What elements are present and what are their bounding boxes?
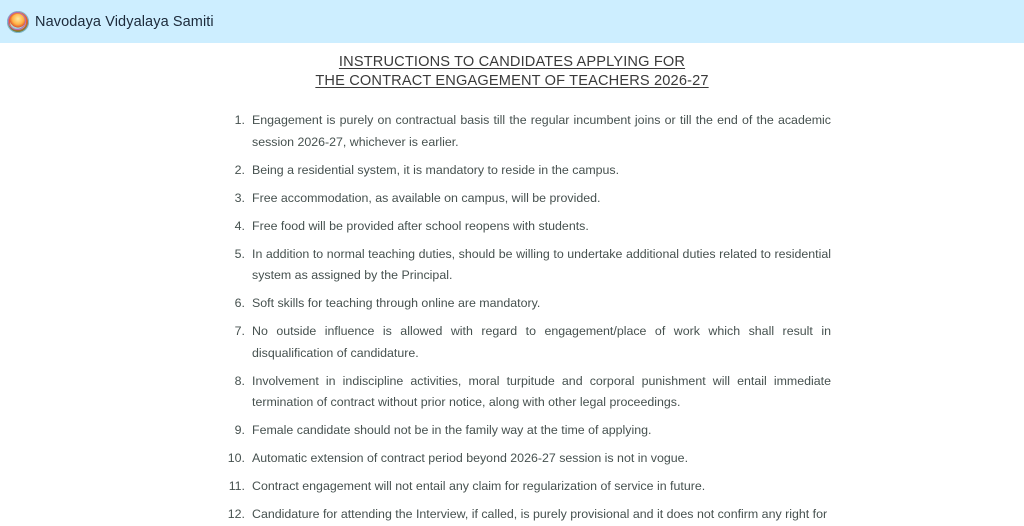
instructions-list bbox=[225, 110, 831, 526]
list-item bbox=[225, 110, 831, 153]
list-item-number: 11. bbox=[228, 479, 245, 493]
list-item-number: 5. bbox=[234, 246, 245, 261]
list-item-number: 1. bbox=[234, 113, 245, 127]
list-item bbox=[225, 160, 831, 182]
list-item-number: 4. bbox=[234, 218, 245, 233]
list-item-text: Involvement in indiscipline activities, moral turpitude and corporal punishment will entail immediate termination of contract without prior notice, along with other legal proceedings. bbox=[252, 373, 831, 409]
list-item-text: Engagement is purely on contractual basis till the regular incumbent joins or till the end of the academic session 2026-27, whichever is earlier. bbox=[252, 113, 831, 149]
list-item bbox=[225, 476, 831, 498]
nvs-emblem-icon bbox=[7, 11, 29, 33]
list-item-number: 12. bbox=[227, 507, 245, 521]
list-item-text: Free accommodation, as available on campus, will be provided. bbox=[252, 190, 601, 205]
page-title bbox=[0, 53, 1024, 91]
list-item-text: Female candidate should not be in the family way at the time of applying. bbox=[252, 423, 652, 437]
list-item-text: No outside influence is allowed with regard to engagement/place of work which shall result in disqualification of candidature. bbox=[252, 324, 831, 360]
list-item-text: In addition to normal teaching duties, should be willing to undertake additional duties related to residential system as assigned by the Principal. bbox=[252, 246, 831, 282]
list-item bbox=[225, 371, 831, 414]
list-item bbox=[225, 504, 831, 526]
list-item-text: Contract engagement will not entail any claim for regularization of service in future. bbox=[252, 479, 706, 493]
list-item-text: Candidature for attending the Interview, if called, is purely provisional and it does not confirm any right for bbox=[252, 507, 828, 521]
list-item bbox=[225, 448, 831, 470]
page-title-line-2: THE CONTRACT ENGAGEMENT OF TEACHERS 2026-27 bbox=[315, 73, 709, 89]
document-body bbox=[0, 53, 1024, 526]
list-item bbox=[225, 244, 831, 287]
list-item-number: 8. bbox=[234, 373, 245, 388]
list-item-number: 3. bbox=[234, 190, 245, 205]
list-item bbox=[225, 420, 831, 442]
list-item-text: Soft skills for teaching through online are mandatory. bbox=[252, 296, 541, 310]
page-title-line-1: INSTRUCTIONS TO CANDIDATES APPLYING FOR bbox=[338, 54, 686, 70]
list-item-number: 2. bbox=[234, 162, 245, 177]
list-item-number: 7. bbox=[234, 324, 245, 338]
list-item bbox=[225, 188, 831, 210]
list-item-number: 10. bbox=[227, 451, 245, 465]
list-item-text: Being a residential system, it is mandatory to reside in the campus. bbox=[252, 162, 620, 177]
nvs-emblem-ring bbox=[8, 12, 26, 30]
list-item-text: Free food will be provided after school reopens with students. bbox=[252, 218, 589, 233]
brand-title: Navodaya Vidyalaya Samiti bbox=[35, 13, 214, 30]
list-item bbox=[225, 293, 831, 315]
list-item bbox=[225, 321, 831, 364]
list-item-number: 6. bbox=[234, 296, 245, 310]
list-item-number: 9. bbox=[234, 423, 245, 437]
app-header-bar bbox=[0, 0, 1024, 43]
list-item bbox=[225, 216, 831, 238]
list-item-text: Automatic extension of contract period beyond 2026-27 session is not in vogue. bbox=[252, 451, 689, 465]
